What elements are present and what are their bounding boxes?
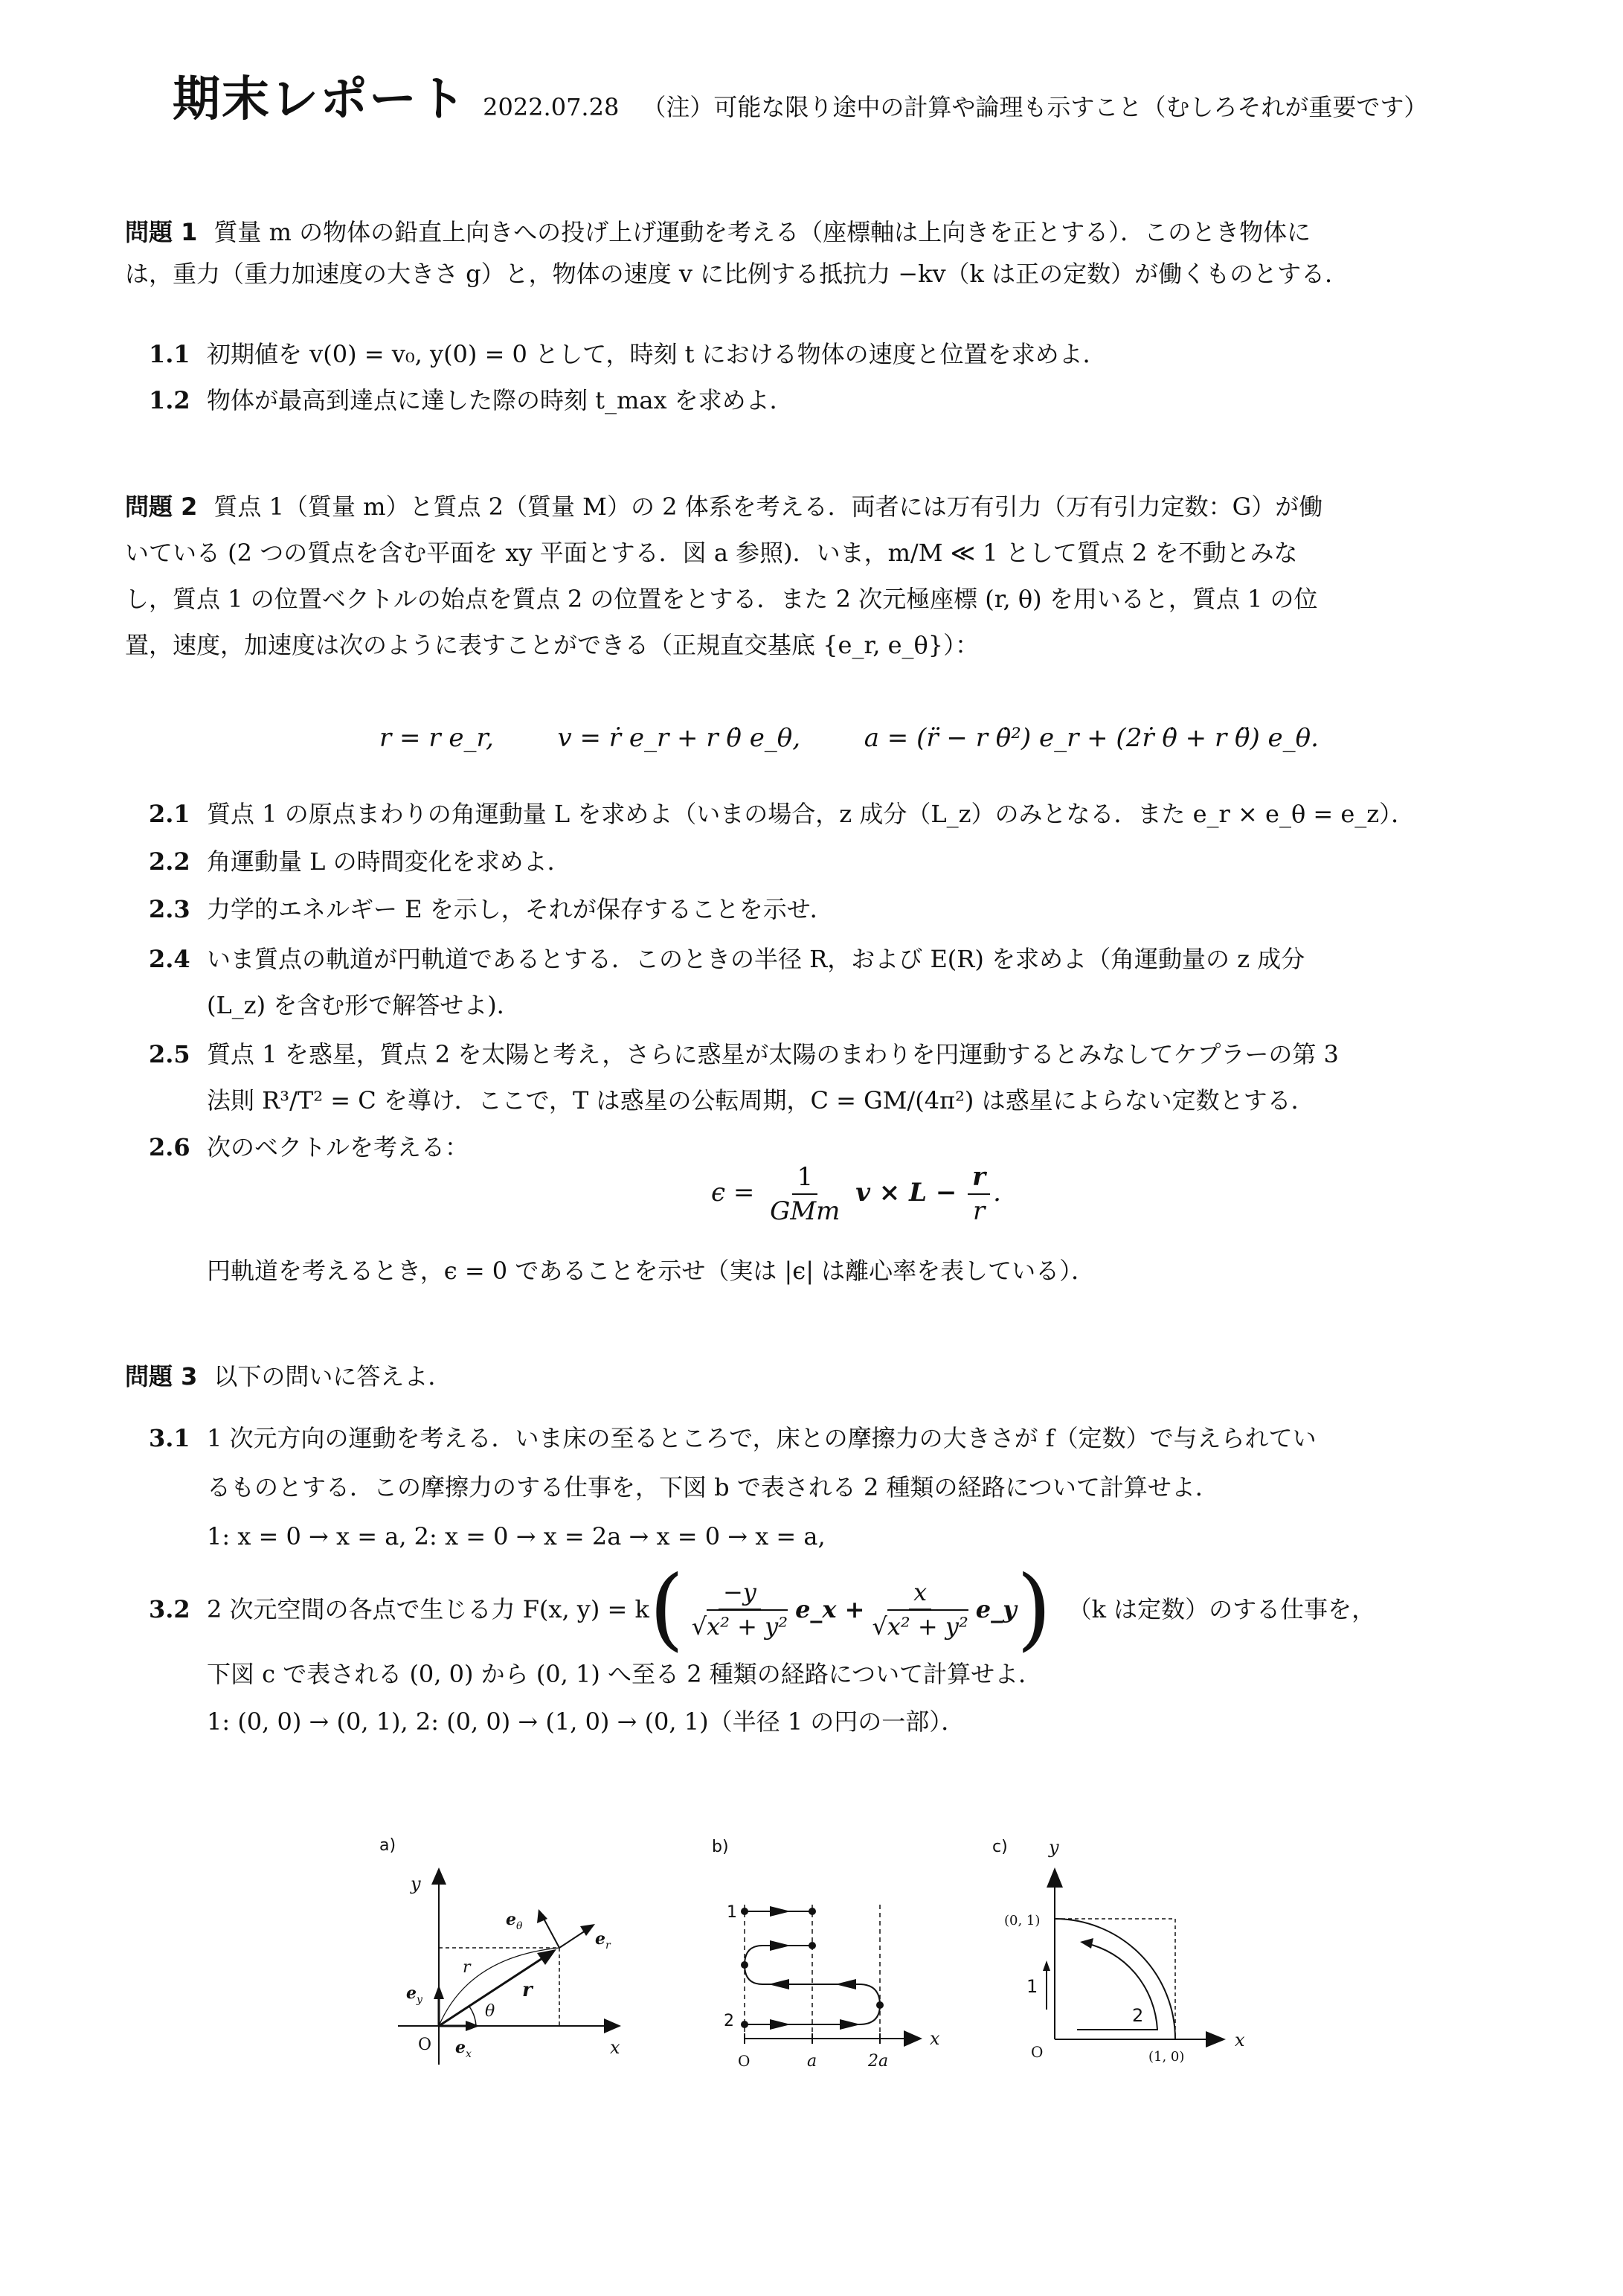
fraction-1-over-GMm	[765, 1161, 844, 1228]
problem-1-intro	[125, 211, 1516, 295]
figure-c	[989, 1834, 1287, 2082]
er-arrowhead	[580, 1924, 595, 1936]
path-2-arrow-4	[768, 1979, 789, 1989]
question-2-4	[149, 936, 1517, 1028]
exam-date: 2022.07.28	[483, 93, 620, 121]
figure-b-label: b)	[712, 1838, 729, 1856]
path-2-start	[741, 2021, 748, 2028]
figure-b-svg	[703, 1834, 956, 2079]
question-text: 角運動量 L の時間変化を求めよ．	[207, 847, 571, 876]
path-2-indicator	[1077, 1943, 1157, 2030]
question-text-cont: るものとする．この摩擦力のする仕事を，下図 b で表される 2 種類の経路について計算せよ．	[207, 1473, 1219, 1501]
eq-end: .	[993, 1178, 1001, 1208]
ex-arrowhead	[466, 2021, 480, 2031]
fraction-numerator: 1	[792, 1161, 817, 1195]
question-number: 3.2	[149, 1595, 190, 1623]
problem-2-line-4: 置，速度，加速度は次のように表すことができる（正規直交基底 {e_r, e_θ}）：	[125, 631, 980, 659]
x-axis-arrowhead	[1206, 2031, 1226, 2048]
path-1-label: 1	[727, 1903, 737, 1922]
problem-1-line-1	[125, 211, 1516, 253]
path-1-label: 1	[1026, 1976, 1038, 1997]
header-note: （注）可能な限り途中の計算や論理も示すこと（むしろそれが重要です）	[642, 93, 1428, 121]
question-number: 3.1	[149, 1424, 190, 1452]
question-number: 2.1	[149, 800, 190, 828]
fraction-numerator: x	[909, 1576, 931, 1610]
unit-vector-ey: e_y	[975, 1595, 1017, 1623]
origin-label: O	[1031, 2043, 1044, 2061]
question-text-cont: 法則 R³/T² = C を導け．ここで，T は惑星の公転周期，C = GM/(4π²) は惑星によらない定数とする．	[207, 1086, 1315, 1115]
right-paren: )	[1016, 1557, 1052, 1661]
epsilon-equation	[711, 1161, 1001, 1228]
question-text: 1 次元方向の運動を考える．いま床の至るところで，床との摩擦力の大きさが f（定数）で与えられてい	[207, 1424, 1317, 1452]
unit-vector-ex: e_x +	[795, 1595, 865, 1623]
problem-3-text: 以下の問いに答えよ．	[213, 1362, 452, 1391]
question-1-2	[149, 379, 1517, 421]
problem-1-text-1: 質量 m の物体の鉛直上向きへの投げ上げ運動を考える（座標軸は上向きを正とする）．このとき物体に	[213, 218, 1311, 246]
problem-2-line-2: いている (2 つの質点を含む平面を xy 平面とする．図 a 参照)．いま，m/M ≪ 1 として質点 2 を不動とみな	[125, 539, 1298, 567]
question-text: 次のベクトルを考える：	[207, 1133, 469, 1161]
tick-label-0: O	[738, 2052, 751, 2070]
fraction-denominator: GMm	[770, 1196, 841, 1226]
path-1-arrowhead	[1043, 1960, 1050, 1971]
eq-acceleration: a = (r̈ − r θ̇²) e_r + (2ṙ θ̇ + r θ̈) e_θ.	[864, 723, 1319, 753]
figure-b	[703, 1834, 956, 2082]
path-2-arrowhead	[1080, 1938, 1093, 1949]
ey-label: $e_y$	[406, 1984, 422, 2006]
ey-arrowhead	[434, 1985, 444, 1999]
x-axis-arrowhead	[904, 2030, 922, 2047]
problem-2-intro	[125, 484, 1516, 668]
question-number: 2.6	[149, 1133, 190, 1161]
question-number: 2.4	[149, 945, 190, 973]
eq-velocity: v = ṙ e_r + r θ̇ e_θ,	[557, 723, 801, 753]
problem-1-label: 問題 1	[125, 218, 198, 246]
question-3-2	[149, 1557, 1517, 1745]
problem-2-line-1	[125, 484, 1516, 530]
path-2-turn-0	[741, 1961, 748, 1969]
figure-c-svg	[989, 1834, 1287, 2079]
fraction-numerator: r	[968, 1161, 990, 1195]
header	[173, 61, 1427, 129]
fraction-denominator: √x² + y²	[867, 1610, 972, 1643]
eq-lhs: ϵ =	[711, 1178, 755, 1208]
question-number: 2.3	[149, 895, 190, 923]
question-text: いま質点の軌道が円軌道であるとする．このときの半径 R，および E(R) を求めよ（角運動量の z 成分	[207, 945, 1305, 973]
problem-3-intro	[125, 1356, 1516, 1397]
question-text: 初期値を v(0) = v₀, y(0) = 0 として，時刻 t における物体の速度と位置を求めよ．	[207, 340, 1107, 368]
figure-a-svg	[364, 1834, 647, 2087]
eq-position: r = r e_r,	[379, 723, 494, 753]
question-2-3	[149, 888, 1517, 930]
question-text-cont: (L_z) を含む形で解答せよ)．	[207, 991, 521, 1019]
ex-label: $e_x$	[455, 2038, 472, 2060]
y-axis-arrowhead	[431, 1867, 446, 1885]
figure-a-label: a)	[379, 1836, 396, 1855]
y-axis-label: y	[1049, 1837, 1059, 1858]
path-2-label: 2	[724, 2012, 734, 2030]
path-1-arrow	[770, 1906, 791, 1917]
question-2-1	[149, 793, 1517, 835]
question-1-1	[149, 333, 1517, 375]
figure-c-label: c)	[992, 1838, 1008, 1856]
path-2-arrow-3	[835, 1979, 856, 1989]
unit-vector-etheta	[543, 1917, 559, 1948]
question-3-1	[149, 1414, 1517, 1561]
question-2-2	[149, 841, 1517, 882]
eq-middle: v × L −	[855, 1178, 957, 1208]
path-1-start	[741, 1908, 748, 1915]
problem-3-label: 問題 3	[125, 1362, 198, 1391]
path-2-end	[809, 1942, 816, 1949]
arc-r-label: r	[463, 1958, 471, 1977]
y-axis-label: y	[411, 1873, 421, 1894]
path-2-arrow-1	[770, 2019, 791, 2030]
origin-label: O	[418, 2036, 432, 2054]
fraction-numerator: −y	[719, 1576, 761, 1610]
path-1-end	[809, 1908, 816, 1915]
x-axis-label: x	[1235, 2030, 1245, 2050]
question-text: 質点 1 を惑星，質点 2 を太陽と考え，さらに惑星が太陽のまわりを円運動するとみなしてケプラーの第 3	[207, 1040, 1339, 1068]
point-1-0-label: (1, 0)	[1148, 2049, 1185, 2065]
path-definitions-c: 1: (0, 0) → (0, 1), 2: (0, 0) → (1, 0) → (0, 1)（半径 1 の円の一部）．	[207, 1707, 965, 1736]
tick-label-a: a	[807, 2052, 817, 2071]
sqrt-content: x² + y²	[707, 1609, 788, 1641]
path-definitions-b: 1: x = 0 → x = a, 2: x = 0 → x = 2a → x = 0 → x = a,	[207, 1522, 826, 1551]
path-2-turn-2a	[876, 2001, 884, 2009]
question-text: 2 次元空間の各点で生じる力 F(x, y) = k	[207, 1595, 649, 1623]
er-label: $e_r$	[595, 1929, 611, 1952]
path-2-label: 2	[1132, 2005, 1144, 2026]
vector-r-label: r	[522, 1979, 533, 2001]
y-axis-arrowhead	[1047, 1867, 1063, 1888]
question-text-post: （k は定数）のする仕事を，	[1067, 1595, 1376, 1623]
problem-2-label: 問題 2	[125, 493, 198, 521]
question-number: 1.2	[149, 386, 190, 414]
point-0-1-label: (0, 1)	[1004, 1913, 1041, 1928]
etheta-arrowhead	[537, 1909, 547, 1923]
fraction-term2	[867, 1576, 972, 1643]
question-text: 力学的エネルギー E を示し，それが保存することを示せ．	[207, 895, 834, 923]
tick-label-2a: 2a	[868, 2052, 889, 2071]
x-axis-label: x	[610, 2037, 620, 2058]
question-text-cont: 下図 c で表される (0, 0) から (0, 1) へ至る 2 種類の経路について計算せよ．	[207, 1660, 1043, 1688]
figure-a	[364, 1834, 647, 2090]
left-paren: (	[649, 1557, 684, 1661]
x-axis-arrowhead	[604, 2018, 621, 2033]
problem-1-line-2: は，重力（重力加速度の大きさ g）と，物体の速度 v に比例する抵抗力 −kv（k は正の定数）が働くものとする．	[125, 260, 1349, 288]
unit-vector-er	[559, 1929, 588, 1948]
etheta-label: $e_\theta$	[506, 1910, 523, 1932]
question-number: 1.1	[149, 340, 190, 368]
position-vector-arrowhead	[537, 1949, 556, 1965]
fraction-denominator: √x² + y²	[687, 1610, 792, 1643]
problem-2-text-1: 質点 1（質量 m）と質点 2（質量 M）の 2 体系を考える．両者には万有引力（万有引力定数：G）が働	[213, 493, 1323, 521]
fraction-denominator: r	[972, 1196, 986, 1226]
question-number: 2.2	[149, 847, 190, 876]
x-axis-label: x	[930, 2028, 940, 2049]
polar-kinematics-equation	[379, 716, 1319, 760]
problem-2-line-3: し，質点 1 の位置ベクトルの始点を質点 2 の位置をとする．また 2 次元極座標 (r, θ) を用いると，質点 1 の位	[125, 585, 1318, 613]
fraction-term1	[687, 1576, 792, 1643]
path-2-arrow-2	[840, 2019, 861, 2030]
question-text: 物体が最高到達点に達した際の時刻 t_max を求めよ．	[207, 386, 794, 414]
fraction-r-over-r	[968, 1161, 990, 1228]
page-title: 期末レポート	[173, 72, 467, 127]
path-2-arrow-5	[770, 1940, 791, 1951]
question-2-6-continued: 円軌道を考えるとき，ϵ = 0 であることを示せ（実は |ϵ| は離心率を表している）．	[207, 1257, 1096, 1285]
question-text: 質点 1 の原点まわりの角運動量 L を求めよ（いまの場合，z 成分（L_z）のみとなる．また e_r × e_θ = e_z）．	[207, 800, 1415, 828]
sqrt-content: x² + y²	[887, 1609, 968, 1641]
question-2-5	[149, 1031, 1517, 1123]
question-number: 2.5	[149, 1040, 190, 1068]
theta-label: θ	[485, 2002, 495, 2021]
